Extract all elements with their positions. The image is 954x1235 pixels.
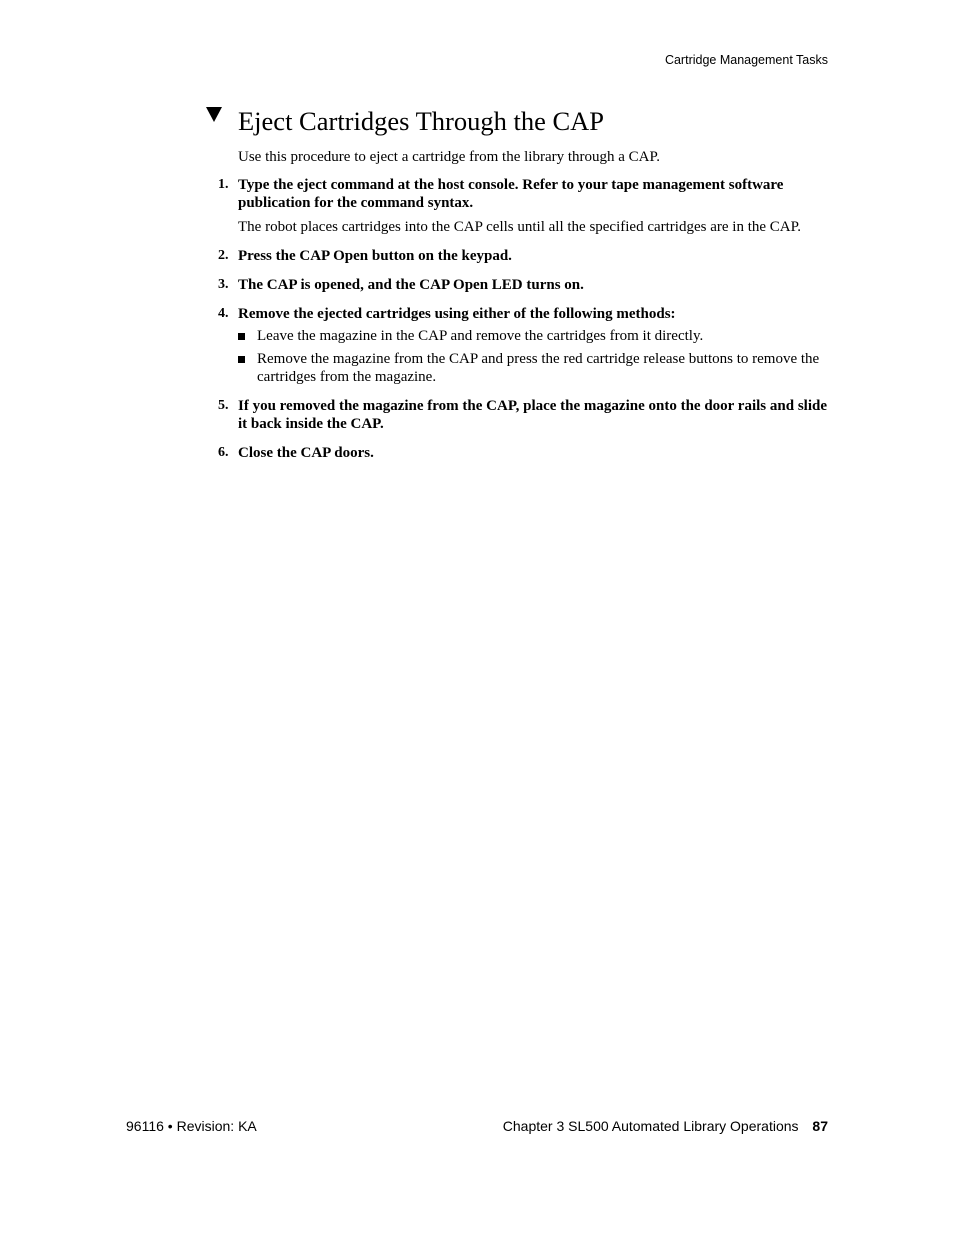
step-text: Press the CAP Open button on the keypad. bbox=[238, 248, 512, 264]
step-number: 2. bbox=[218, 248, 229, 263]
square-bullet-icon bbox=[238, 356, 245, 363]
step-number: 5. bbox=[218, 398, 229, 413]
step-text: Close the CAP doors. bbox=[238, 445, 374, 461]
step-text: Type the eject command at the host console. Refer to your tape management software publication for the command syntax. bbox=[238, 177, 784, 211]
step-item bbox=[218, 276, 832, 294]
footer-separator: • bbox=[167, 1118, 173, 1134]
list-item bbox=[238, 327, 832, 345]
step-number: 1. bbox=[218, 177, 229, 192]
method-list bbox=[238, 327, 832, 386]
step-number: 3. bbox=[218, 277, 229, 292]
list-item bbox=[238, 350, 832, 386]
procedure-content bbox=[218, 148, 832, 473]
footer-left bbox=[126, 1118, 257, 1134]
step-number: 6. bbox=[218, 445, 229, 460]
bullet-text: Remove the magazine from the CAP and press the red cartridge release buttons to remove the cartridges from the magazine. bbox=[257, 351, 820, 385]
chapter-title: Chapter 3 SL500 Automated Library Operations bbox=[502, 1118, 799, 1134]
bullet-text: Leave the magazine in the CAP and remove the cartridges from it directly. bbox=[257, 328, 704, 344]
section-title: Eject Cartridges Through the CAP bbox=[238, 106, 605, 136]
step-item bbox=[218, 247, 832, 265]
step-text: If you removed the magazine from the CAP, place the magazine onto the door rails and slide it back inside the CAP. bbox=[238, 398, 827, 432]
revision: Revision: KA bbox=[176, 1118, 257, 1134]
doc-number: 96116 bbox=[126, 1118, 164, 1134]
step-item bbox=[218, 176, 832, 236]
step-description: The robot places cartridges into the CAP cells until all the specified cartridges are in the CAP. bbox=[238, 219, 802, 235]
step-item bbox=[218, 397, 832, 433]
triangle-down-icon bbox=[206, 107, 222, 122]
intro-paragraph: Use this procedure to eject a cartridge from the library through a CAP. bbox=[238, 149, 660, 165]
step-item bbox=[218, 444, 832, 462]
step-item bbox=[218, 305, 832, 386]
step-text: Remove the ejected cartridges using either of the following methods: bbox=[238, 306, 676, 322]
step-number: 4. bbox=[218, 306, 229, 321]
step-text: The CAP is opened, and the CAP Open LED turns on. bbox=[238, 277, 584, 293]
section-heading bbox=[206, 104, 605, 136]
footer-right bbox=[503, 1118, 828, 1134]
running-header: Cartridge Management Tasks bbox=[664, 53, 828, 67]
procedure-steps bbox=[218, 176, 832, 462]
page-number: 87 bbox=[812, 1118, 828, 1134]
square-bullet-icon bbox=[238, 333, 245, 340]
